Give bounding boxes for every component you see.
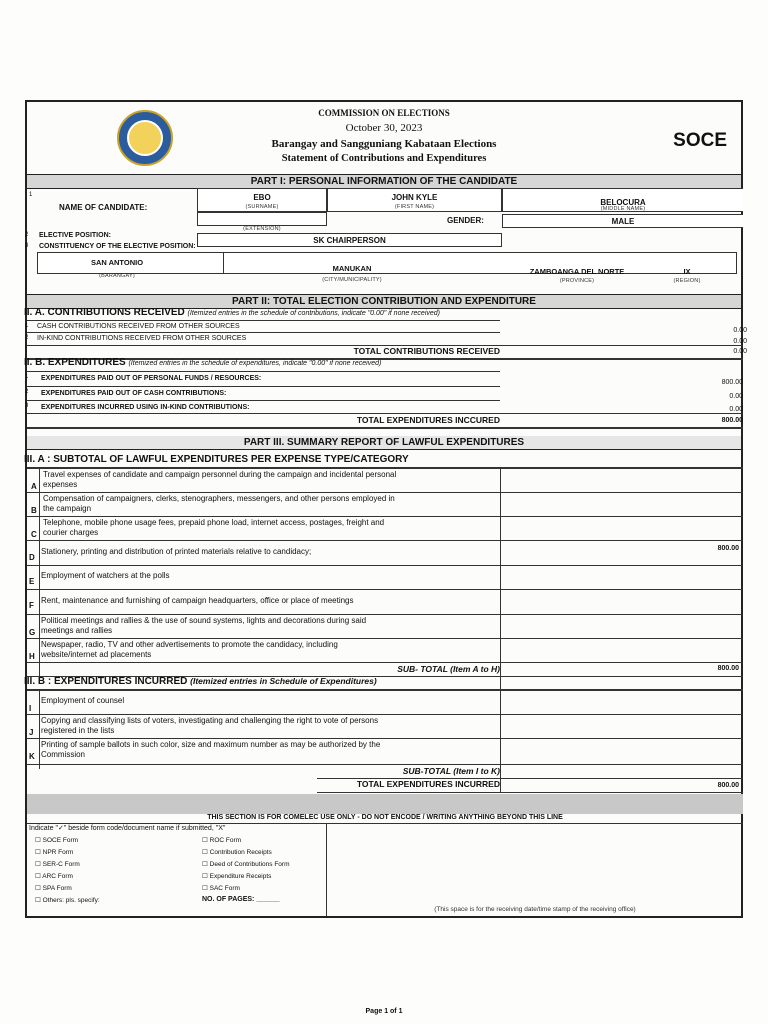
row-h-text-1: Newspaper, radio, TV and other advertisements to promote the candidacy, including	[41, 640, 338, 649]
part2a-row-2-text: IN-KIND CONTRIBUTIONS RECEIVED FROM OTHER SOURCES	[37, 335, 247, 342]
row-e-line	[27, 589, 743, 590]
row-e-text-1: Employment of watchers at the polls	[41, 571, 170, 580]
extension-caption: (EXTENSION)	[243, 226, 281, 232]
region-value: IX	[683, 267, 691, 276]
row-g-letter: G	[29, 628, 36, 637]
row-h-letter: H	[29, 652, 35, 661]
part2a-total-amount: 0.00	[733, 348, 747, 355]
part2a-line-2	[27, 332, 500, 333]
city-caption: (CITY/MUNICIPALITY)	[322, 277, 382, 283]
row-d-text-1: Stationery, printing and distribution of printed materials relative to candidacy;	[41, 547, 312, 556]
first-name-field[interactable]	[327, 188, 502, 212]
constituency-label: CONSTITUENCY OF THE ELECTIVE POSITION:	[39, 243, 196, 250]
part3a-subtotal-label: SUB- TOTAL (Item A to H)	[397, 664, 500, 674]
checkbox-deed-of-contributions[interactable]: ☐ Deed of Contributions Form	[202, 861, 290, 868]
middle-name-value: BELOCURA	[600, 198, 646, 207]
part2b-note: (Itemized entries in the schedule of expenditures, indicate "0.00" if none received)	[128, 360, 382, 367]
election-name: Barangay and Sangguniang Kabataan Elections	[271, 138, 497, 150]
row-i-letter: I	[29, 704, 32, 713]
row-g-line	[27, 638, 743, 639]
constituency-divider	[223, 252, 224, 274]
soce-form	[24, 100, 747, 918]
row-a-letter: A	[31, 482, 37, 491]
row-j-text-1: Copying and classifying lists of voters, investigating and challenging the right to vote of persons	[41, 716, 379, 725]
first-name-value: JOHN KYLE	[391, 193, 438, 202]
gender-value: MALE	[611, 217, 635, 226]
row-j-text-2: registered in the lists	[41, 726, 115, 735]
part2b-row-3-text: EXPENDITURES INCURRED USING IN-KIND CONTRIBUTIONS:	[41, 404, 250, 411]
row-e-letter: E	[29, 577, 35, 586]
checkbox-others[interactable]: ☐ Others: pls. specify:	[35, 897, 100, 904]
checkbox-sac-form[interactable]: ☐ SAC Form	[202, 885, 240, 892]
row-j-line	[27, 738, 743, 739]
row-i-line	[27, 714, 743, 715]
part2a-row-1-num: 1	[25, 323, 29, 329]
agency-name: COMMISSION ON ELECTIONS	[318, 108, 450, 118]
first-name-caption: (FIRST NAME)	[394, 204, 435, 210]
row-a-text-2: expenses	[43, 480, 78, 489]
part3-letter-divider	[39, 467, 40, 680]
part2b-line-3	[27, 400, 500, 401]
form-code: SOCE	[673, 130, 727, 151]
part2b-title: II. B. EXPENDITURES	[24, 357, 126, 368]
row-d-amount: 800.00	[717, 545, 739, 552]
part3b-heading	[24, 676, 377, 687]
row-f-line	[27, 614, 743, 615]
row-c-letter: C	[31, 530, 37, 539]
checkbox-roc-form[interactable]: ☐ ROC Form	[202, 837, 242, 844]
part3-title: PART III. SUMMARY REPORT OF LAWFUL EXPENDITURES	[27, 436, 741, 450]
row-c-line	[27, 540, 743, 541]
row-g-text-2: meetings and rallies	[41, 626, 113, 635]
part1-num-2: 2	[25, 232, 29, 238]
page-number: Page 1 of 1	[365, 1008, 403, 1015]
position-value: SK CHAIRPERSON	[313, 236, 386, 245]
part2b-total-amount: 800.00	[721, 417, 743, 424]
row-c-text-2: courier charges	[43, 528, 99, 537]
row-a-text-1: Travel expenses of candidate and campaign personnel during the campaign and incidental personal	[43, 470, 397, 479]
row-b-letter: B	[31, 506, 37, 515]
checkbox-contribution-receipts[interactable]: ☐ Contribution Receipts	[202, 849, 272, 856]
middle-name-field[interactable]	[502, 188, 743, 212]
row-k-letter: K	[29, 752, 35, 761]
checkbox-spa-label: SPA Form	[42, 885, 72, 892]
checkbox-npr-form[interactable]: ☐ NPR Form	[35, 849, 74, 856]
row-b-line	[27, 516, 743, 517]
row-f-text-1: Rent, maintenance and furnishing of campaign headquarters, office or place of meetings	[41, 596, 354, 605]
checkbox-npr-label: NPR Form	[42, 849, 74, 856]
part2b-row-1-num: 1	[25, 374, 29, 380]
part2-title: PART II: TOTAL ELECTION CONTRIBUTION AND EXPENDITURE	[27, 294, 741, 309]
election-date: October 30, 2023	[345, 122, 423, 134]
position-label: ELECTIVE POSITION:	[39, 232, 111, 239]
position-field[interactable]	[197, 233, 502, 247]
row-k-line	[27, 764, 743, 765]
part3b-letter-divider	[39, 689, 40, 769]
name-label: NAME OF CANDIDATE:	[59, 203, 148, 212]
comelec-instruction: Indicate "✓" beside form code/document name if submitted, "X"	[29, 825, 226, 832]
part2b-row-2-amount: 0.00	[729, 393, 743, 400]
checkbox-contribution-receipts-label: Contribution Receipts	[209, 849, 272, 856]
checkbox-deed-label: Deed of Contributions Form	[209, 861, 290, 868]
part2b-line-4	[27, 413, 743, 414]
checkbox-arc-form[interactable]: ☐ ARC Form	[35, 873, 73, 880]
gender-field[interactable]	[502, 214, 743, 228]
row-g-text-1: Political meetings and rallies & the use of sound systems, lights and decorations during said	[41, 616, 367, 625]
total-expenditures-line	[317, 792, 743, 793]
part3a-title: III. A : SUBTOTAL OF LAWFUL EXPENDITURES PER EXPENSE TYPE/CATEGORY	[24, 454, 409, 465]
checkbox-ser-c-label: SER-C Form	[42, 861, 80, 868]
row-c-text-1: Telephone, mobile phone usage fees, prepaid phone load, internet access, postages, freight and	[43, 518, 385, 527]
part2a-note: (Itemized entries in the schedule of contributions, indicate "0.00" if none received)	[187, 310, 440, 317]
row-a-line	[27, 492, 743, 493]
total-expenditures-label: TOTAL EXPENDITURES INCURRED	[356, 779, 500, 789]
province-caption: (PROVINCE)	[559, 278, 595, 284]
part3a-subtotal-amount: 800.00	[717, 665, 739, 672]
part2a-title: II. A. CONTRIBUTIONS RECEIVED	[24, 307, 185, 318]
province-value: ZAMBOANGA DEL NORTE	[529, 267, 625, 276]
part2b-row-1-amount: 800.00	[721, 379, 743, 386]
part2a-row-2-amount: 0.00	[733, 338, 747, 345]
part2b-row-3-num: 3	[25, 403, 29, 409]
part2a-line-1	[27, 320, 500, 321]
part3b-note: (Itemized entries in Schedule of Expenditures)	[190, 676, 377, 686]
row-f-letter: F	[29, 601, 34, 610]
surname-caption: (SURNAME)	[245, 204, 279, 210]
part3b-title: III. B : EXPENDITURES INCURRED	[24, 676, 188, 687]
checkbox-soce-label: SOCE Form	[42, 837, 79, 844]
gender-label: GENDER:	[447, 216, 484, 225]
middle-name-caption: (MIDDLE NAME)	[600, 206, 646, 212]
checkbox-spa-form[interactable]: ☐ SPA Form	[35, 885, 72, 892]
part2b-line-1	[27, 371, 500, 372]
row-k-text-2: Commission	[41, 750, 86, 759]
checkbox-ser-c-form[interactable]: ☐ SER-C Form	[35, 861, 80, 868]
region-caption: (REGION)	[673, 278, 701, 284]
part1-num-1: 1	[29, 192, 33, 198]
barangay-caption: (BARANGAY)	[99, 273, 135, 279]
part2b-heading	[24, 357, 381, 368]
part2a-row-1-text: CASH CONTRIBUTIONS RECEIVED FROM OTHER SOURCES	[37, 323, 240, 330]
part3b-subtotal-label: SUB-TOTAL (Item I to K)	[402, 766, 500, 776]
part3a-top-line	[27, 467, 743, 469]
barangay-value: SAN ANTONIO	[90, 258, 144, 267]
part2b-row-3-amount: 0.00	[729, 406, 743, 413]
part2b-total-label: TOTAL EXPENDITURES INCCURED	[356, 415, 500, 425]
checkbox-expenditure-receipts-label: Expenditure Receipts	[209, 873, 272, 880]
comelec-gray-band	[27, 794, 743, 814]
checkbox-arc-label: ARC Form	[42, 873, 73, 880]
part2a-total-label: TOTAL CONTRIBUTIONS RECEIVED	[353, 346, 500, 356]
part1-num-3: 3	[25, 243, 29, 249]
part2a-row-1-amount: 0.00	[733, 327, 747, 334]
part2a-row-2-num: 2	[25, 335, 29, 341]
row-k-text-1: Printing of sample ballots in such color, size and maximum number as may be authorized by the	[41, 740, 381, 749]
surname-value: EBO	[253, 193, 271, 202]
part1-title: PART I: PERSONAL INFORMATION OF THE CANDIDATE	[27, 174, 741, 189]
stamp-note: (This space is for the receiving date/time stamp of the receiving office)	[434, 906, 636, 913]
checkbox-expenditure-receipts[interactable]: ☐ Expenditure Receipts	[202, 873, 272, 880]
row-b-text-2: the campaign	[43, 504, 92, 513]
total-expenditures-amount: 800.00	[717, 782, 739, 789]
city-value: MANUKAN	[332, 264, 372, 273]
part2a-heading	[24, 307, 440, 318]
row-b-text-1: Compensation of campaigners, clerks, stenographers, messengers, and other persons employed in	[43, 494, 395, 503]
part2b-line-2	[27, 386, 500, 387]
comelec-banner: THIS SECTION IS FOR COMELEC USE ONLY - DO NOT ENCODE / WRITING ANYTHING BEYOND THIS LINE	[27, 814, 743, 824]
surname-field[interactable]	[197, 188, 327, 212]
number-of-pages[interactable]: NO. OF PAGES: ______	[202, 896, 280, 903]
part3b-top-line	[27, 689, 743, 691]
row-d-line	[27, 565, 743, 566]
row-i-text-1: Employment of counsel	[41, 696, 125, 705]
row-h-text-2: website/internet ad placements	[41, 650, 152, 659]
checkbox-sac-label: SAC Form	[209, 885, 240, 892]
checkbox-roc-label: ROC Form	[209, 837, 242, 844]
checkbox-others-label: Others: pls. specify:	[42, 897, 100, 904]
part2b-row-2-num: 2	[25, 389, 29, 395]
statement-title: Statement of Contributions and Expenditures	[281, 153, 487, 164]
row-j-letter: J	[29, 728, 34, 737]
extension-field[interactable]	[197, 212, 327, 226]
part2b-row-1-text: EXPENDITURES PAID OUT OF PERSONAL FUNDS / RESOURCES:	[41, 375, 262, 382]
checkbox-soce-form[interactable]: ☐ SOCE Form	[35, 837, 79, 844]
row-h-line	[27, 662, 743, 663]
part2b-row-2-text: EXPENDITURES PAID OUT OF CASH CONTRIBUTIONS:	[41, 390, 227, 397]
row-d-letter: D	[29, 553, 35, 562]
part2b-line-5	[27, 427, 743, 429]
